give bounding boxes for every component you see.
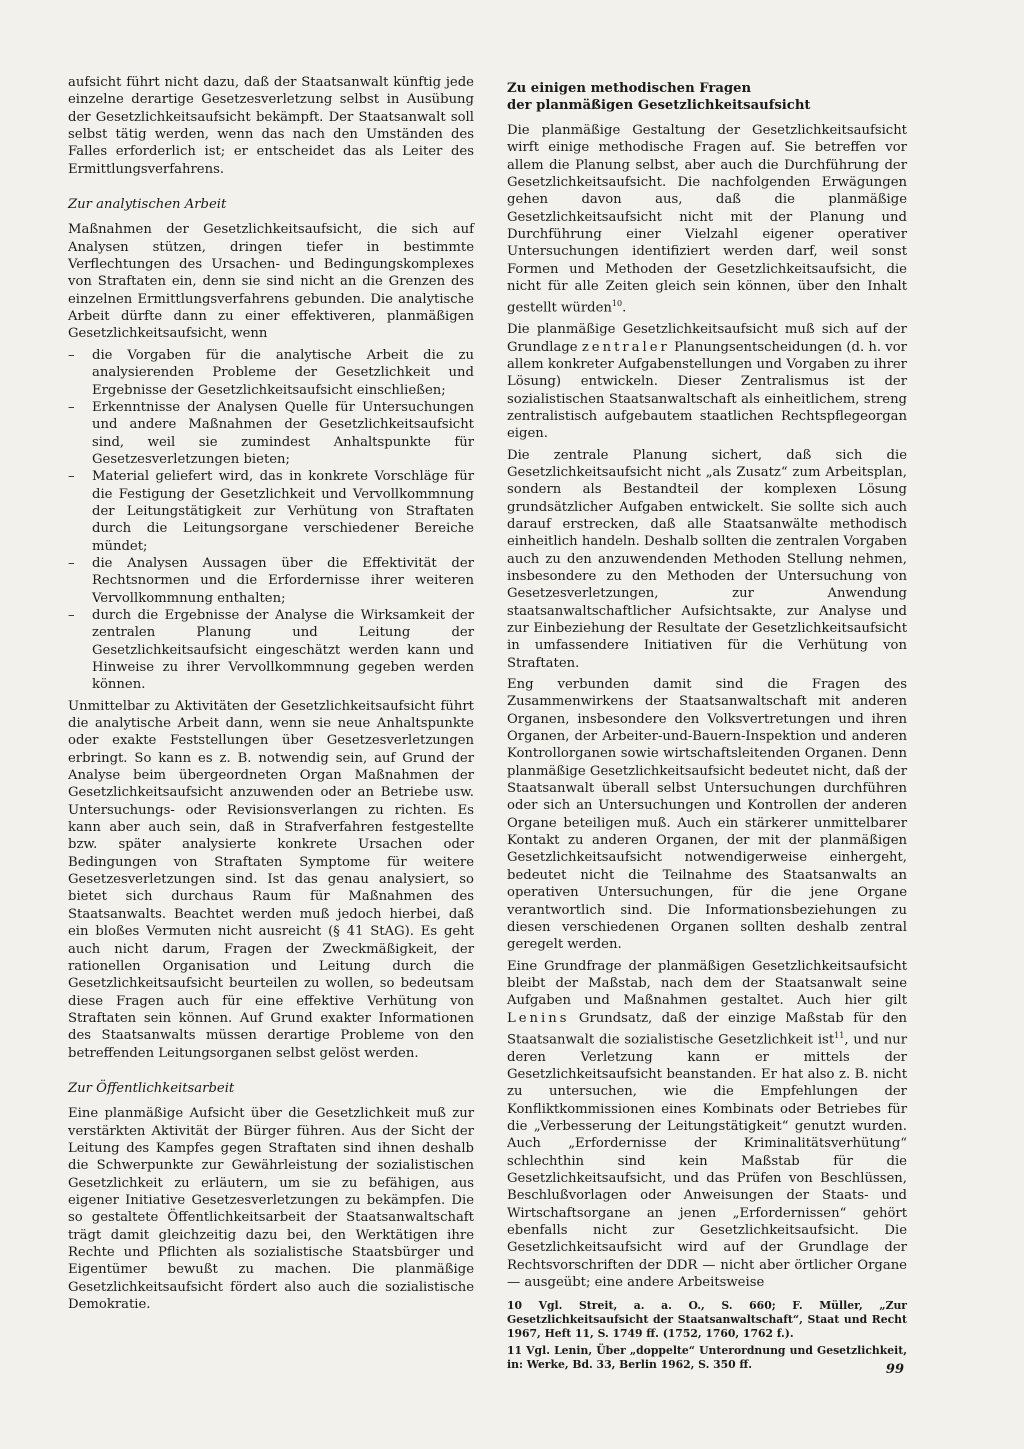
paragraph-text: , und nur deren Verletzung kann er mittels der Gesetzlichkeitsaufsicht beanstanden. Er hat also z. B. nicht zu untersuchen, wie die Empfehlungen der Konfliktkommissionen eines Kombinats oder Betriebes für die „Verbesserung der Leitungstätigkeit“ genutzt wurden. Auch „Erfordernisse der Kriminalitätsverhütung“ schlechthin sind kein Maßstab für die Gesetzlichkeitsaufsicht, und das Prüfen von Beschlüssen, Beschlußvorlagen oder Anweisungen der Staats- und Wirtschaftsorgane an jenen „Erfordernissen“ gehört ebenfalls nicht zur Gesetzlichkeitsaufsicht. Die Gesetzlichkeitsaufsicht wird auf der Grundlage der Rechtsvorschriften der DDR — nicht aber örtlicher Organe — ausgeübt; eine andere Arbeitsweise	[507, 1032, 908, 1291]
spaced-word: zentraler	[581, 339, 670, 355]
footnote-11: 11 Vgl. Lenin, Über „doppelte“ Unterordnung und Gesetzlichkeit, in: Werke, Bd. 33, Berlin 1962, S. 350 ff.	[507, 1344, 907, 1371]
footnotes	[507, 1299, 907, 1371]
section-heading-methods	[507, 80, 907, 114]
section-heading-analysis: Zur analytischen Arbeit	[68, 197, 227, 213]
paragraph-text: Grundsatz, daß der einzige Maßstab für den Staatsanwalt die sozialistische Gesetzlichkeit ist	[507, 1010, 907, 1048]
footnote-ref-11: 11	[834, 1030, 845, 1040]
heading-line-2: der planmäßigen Gesetzlichkeitsaufsicht	[507, 98, 811, 113]
methods-paragraph-3: Die zentrale Planung sichert, daß sich die Gesetzlichkeitsaufsicht nicht „als Zusatz“ zum Arbeitsplan, sondern als Bestandteil der komplexen Lösung grundsätzlicher Aufgaben entwickelt. Sie sollte sich auch darauf erstrecken, daß alle Staatsanwälte methodisch einheitlich handeln. Deshalb sollten die zentralen Vorgaben auch zu den anzuwendenden Methoden Stellung nehmen, insbesondere zu den Methoden der Untersuchung von Gesetzesverletzungen, zur Anwendung staatsanwaltschaftlicher Aufsichtsakte, zur Analyse und zur Einbeziehung der Resultate der Gesetzlichkeitsaufsicht in umfassendere Initiativen für die Verhütung von Straftaten.	[507, 447, 907, 671]
paragraph-text: Planungsentscheidungen (d. h. vor allem konkreter Aufgabenstellungen und Vorgaben zu ihrer Lösung) entwickeln. Dieser Zentralismus ist der sozialistischen Staatsanwaltschaft als einheitlichem, streng zentralistisch aufgebautem staatlichen Rechtspflegeorgan eigen.	[507, 339, 907, 442]
methods-paragraph-4: Eng verbunden damit sind die Fragen des Zusammenwirkens der Staatsanwaltschaft mit anderen Organen, insbesondere den Volksvertretungen und ihren Organen, der Arbeiter-und-Bauern-Inspektion und anderen Kontrollorganen sowie wirtschaftsleitenden Organen. Denn planmäßige Gesetzlichkeitsaufsicht bedeutet nicht, daß der Staatsanwalt überall selbst Untersuchungen durchführen oder sich an Untersuchungen und Kontrollen der anderen Organe beteiligen muß. Auch ein stärkerer unmittelbarer Kontakt zu anderen Organen, der mit der planmäßigen Gesetzlichkeitsaufsicht notwendigerweise einhergeht, bedeutet nicht die Teilnahme des Staatsanwalts an operativen Untersuchungen, für die jene Organe verantwortlich sind. Die Informationsbeziehungen zu diesen verschiedenen Organen sollten deshalb zentral geregelt werden.	[507, 677, 907, 953]
analysis-paragraph: Maßnahmen der Gesetzlichkeitsaufsicht, die sich auf Analysen stützen, dringen tiefer in bestimmte Verflechtungen des Ursachen- und Bedingungskomplexes von Straftaten ein, denn sie sind nicht an die Grenzen des einzelnen Ermittlungsverfahrens gebunden. Die analytische Arbeit dürfte dann zu einer effektiveren, planmäßigen Gesetzlichkeitsaufsicht, wenn	[68, 222, 474, 342]
methods-paragraph-5	[507, 958, 907, 1292]
paragraph-text: Die planmäßige Gestaltung der Gesetzlichkeitsaufsicht wirft einige methodische Fragen auf. Sie betreffen vor allem die Planung selbst, aber auch die Durchführung der Gesetzlichkeitsaufsicht. Die nachfolgenden Erwägungen gehen davon aus, daß die planmäßige Gesetzlichkeitsaufsicht nicht mit der Planung und Durchführung einer Vielzahl eigener operativer Untersuchungen identifiziert werden darf, weil sonst Formen und Methoden der Gesetzlichkeitsaufsicht, die nicht für alle Zeiten gleich sein können, über den Inhalt gestellt würden	[507, 123, 907, 316]
analysis-conditions-list	[68, 347, 474, 694]
spaced-word: Lenins	[507, 1010, 570, 1026]
intro-paragraph: aufsicht führt nicht dazu, daß der Staatsanwalt künftig jede einzelne derartige Gesetzesverletzung selbst in Ausübung der Gesetzlichkeitsaufsicht bekämpft. Der Staatsanwalt soll selbst tätig werden, wenn das nach den Umständen des Falles erforderlich ist; er entscheidet das als Leiter des Ermittlungsverfahrens.	[68, 75, 474, 177]
section-heading-public: Zur Öffentlichkeitsarbeit	[68, 1080, 235, 1096]
list-item: – Material geliefert wird, das in konkrete Vorschläge für die Festigung der Gesetzlichkeit und Vervollkommnung der Leitungstätigkeit zur Verhütung von Straftaten durch die Leitungsorgane verschiedener Bereiche mündet;	[68, 468, 474, 555]
right-column	[507, 80, 907, 1375]
heading-line-1: Zu einigen methodischen Fragen	[507, 81, 752, 96]
paragraph-text: Eine Grundfrage der planmäßigen Gesetzlichkeitsaufsicht bleibt der Maßstab, nach dem der Staatsanwalt seine Aufgaben und Maßnahmen gestaltet. Auch hier gilt	[507, 958, 907, 1009]
left-column	[68, 74, 474, 1317]
methods-paragraph-1: Die planmäßige Gestaltung der Gesetzlichkeitsaufsicht wirft einige methodische Fragen auf. Sie betreffen vor allem die Planung selbst, aber auch die Durchführung der Gesetzlichkeitsaufsicht. Die nachfolgenden Erwägungen gehen davon aus, daß die planmäßige Gesetzlichkeitsaufsicht nicht mit der Planung und Durchführung einer Vielzahl eigener operativer Untersuchungen identifiziert werden darf, weil sonst Formen und Methoden der Gesetzlichkeitsaufsicht, die nicht für alle Zeiten gleich sein können, über den Inhalt gestellt würden$^{10}$.	[507, 123, 907, 316]
list-item: – die Vorgaben für die analytische Arbeit die zu analysierenden Probleme der Gesetzlichkeit und Ergebnisse der Gesetzlichkeitsaufsicht einschließen;	[68, 347, 474, 399]
page-number: 99	[885, 1362, 904, 1377]
direct-activity-paragraph: Unmittelbar zu Aktivitäten der Gesetzlichkeitsaufsicht führt die analytische Arbeit dann, wenn sie neue Anhaltspunkte oder exakte Feststellungen über Gesetzesverletzungen erbringt. So kann es z. B. notwendig sein, auf Grund der Analyse beim übergeordneten Organ Maßnahmen der Gesetzlichkeitsaufsicht anzuwenden oder an Betriebe usw. Untersuchungs- oder Revisionsverlangen zu richten. Es kann aber auch sein, daß in Strafverfahren festgestellte bzw. später analysierte konkrete Ursachen oder Bedingungen von Straftaten Symptome für weitere Gesetzesverletzungen sind. Ist das genau analysiert, so bietet sich durchaus Raum für Maßnahmen des Staatsanwalts. Beachtet werden muß jedoch hierbei, daß ein bloßes Vermuten nicht ausreicht (§ 41 StAG). Es geht auch nicht darum, Fragen der Zweckmäßigkeit, der rationellen Organisation und Leitung durch die Gesetzlichkeitsaufsicht beurteilen zu wollen, so bedeutsam diese Fragen auch für eine effektive Verhütung von Straftaten sein können. Auf Grund exakter Informationen des Staatsanwalts müssen derartige Probleme von den betreffenden Leitungsorganen selbst gelöst werden.	[68, 698, 474, 1061]
footnote-ref-10: 10	[611, 299, 623, 309]
list-item: – durch die Ergebnisse der Analyse die Wirksamkeit der zentralen Planung und Leitung der Gesetzlichkeitsaufsicht eingeschätzt werden kann und Hinweise zu ihrer Vervollkommnung gegeben werden können.	[68, 607, 474, 694]
list-item: – die Analysen Aussagen über die Effektivität der Rechtsnormen und die Erfordernisse ihrer weiteren Vervollkommnung enthalten;	[68, 555, 474, 607]
paragraph-text: Die planmäßige Gesetzlichkeitsaufsicht muß sich auf der Grundlage	[507, 322, 907, 355]
public-work-paragraph: Eine planmäßige Aufsicht über die Gesetzlichkeit muß zur verstärkten Aktivität der Bürger führen. Aus der Sicht der Leitung des Kampfes gegen Straftaten sind ihnen deshalb die Schwerpunkte zur Gewährleistung der sozialistischen Gesetzlichkeit zu erläutern, um sie zu befähigen, aus eigener Initiative Gesetzesverletzungen zu bekämpfen. Die so gestaltete Öffentlichkeitsarbeit der Staatsanwaltschaft trägt damit gleichzeitig dazu bei, den Werktätigen ihre Rechte und Pflichten als sozialistische Staatsbürger und Eigentümer bewußt zu machen. Die planmäßige Gesetzlichkeitsaufsicht fördert also auch die sozialistische Demokratie.	[68, 1106, 474, 1313]
footnote-10: 10 Vgl. Streit, a. a. O., S. 660; F. Müller, „Zur Gesetzlichkeitsaufsicht der Staatsanwaltschaft“, Staat und Recht 1967, Heft 11, S. 1749 ff. (1752, 1760, 1762 f.).	[507, 1299, 907, 1340]
methods-paragraph-2	[507, 321, 907, 442]
list-item: – Erkenntnisse der Analysen Quelle für Untersuchungen und andere Maßnahmen der Gesetzlichkeitsaufsicht sind, weil sie zumindest Anhaltspunkte für Gesetzesverletzungen bieten;	[68, 399, 474, 468]
